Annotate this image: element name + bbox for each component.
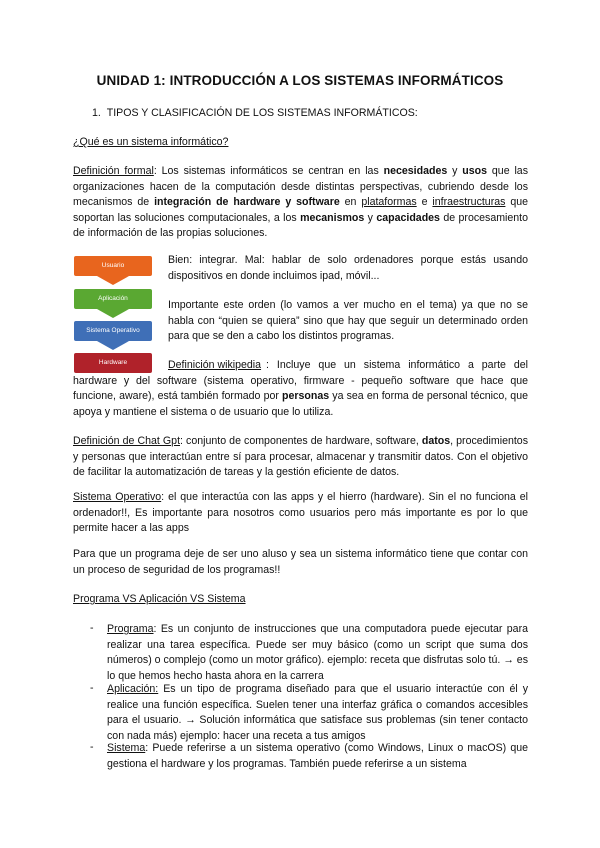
definition-formal: Definición formal: Los sistemas informáticos se centran en las necesidades y usos que las organizaciones hacen de la computación desde distintas perspectivas, cubriendo desde los mecanismos de integración de hardware y software en plataformas e infraestructuras que soportan las soluciones computacionales, a los mecanismos y capacidades de procesamiento de información de las propias soluciones. (73, 165, 529, 240)
list-item-programa: Programa: Es un conjunto de instrucciones que una computadora puede ejecutar para realizar una tarea específica. Puede ser muy básico (como un script que suma dos números) o complejo (como un motor gráfico). ejemplo: receta que disfrutas solo tú. → es lo que hemos hecho hasta ahora en la carrera (107, 623, 528, 682)
list-item-aplicacion: Aplicación: Es un tipo de programa diseñado para que el usuario interactúe con él y realice una función específica. Suelen tener una interfaz gráfica o comandos accesibles para el usuario. → Solución informática que satisface sus problemas (sin tener contacto con nada más) ejemplo: hacer una receta a tus amigos (107, 683, 528, 742)
section-number: 1. (92, 107, 101, 119)
comparison-heading: Programa VS Aplicación VS Sistema (73, 593, 246, 605)
definition-chatgpt-label: Definición de Chat Gpt (73, 435, 181, 447)
bullet-dash: - (90, 741, 94, 753)
section-text: TIPOS Y CLASIFICACIÓN DE LOS SISTEMAS INFORMÁTICOS: (106, 107, 418, 119)
definition-wikipedia: : Incluye que un sistema informático a parte del hardware y del software (sistema operativo, firmware - pequeño software que hace que funcione, aware), está también formado por personas ya sea en forma de personal técnico, que apoya y mantiene el sistema o de usuario que lo utiliza. (73, 359, 529, 418)
programa-paragraph: Para que un programa deje de ser uno aluso y sea un sistema informático tiene que contar con un proceso de seguridad de los programas!! (73, 548, 528, 576)
definition-wikipedia-label: Definición wikipedia (168, 359, 262, 371)
layer-application: Aplicación (74, 289, 152, 309)
page-title: UNIDAD 1: INTRODUCCIÓN A LOS SISTEMAS INFORMÁTICOS (96, 73, 504, 88)
bullet-dash: - (90, 682, 94, 694)
sistema-operativo-paragraph: Sistema Operativo: el que interactúa con las apps y el hierro (hardware). Sin el no funciona el ordenador!!, Es importante para nosotros como usuarios pero más importante es por lo que permite hacer a las apps (73, 491, 529, 535)
arrow-down-icon (97, 309, 129, 318)
layer-operating-system: Sistema Operativo (74, 321, 152, 341)
list-item-sistema: Sistema: Puede referirse a un sistema operativo (como Windows, Linux o macOS) que gestiona el hardware y los programas. También puede referirse a un sistema (107, 742, 528, 770)
section-heading (92, 106, 512, 122)
definition-formal-label: Definición formal (73, 165, 154, 177)
arrow-down-icon (97, 341, 129, 350)
question-heading: ¿Qué es un sistema informático? (73, 136, 229, 148)
bullet-dash: - (90, 622, 94, 634)
note-orden: Importante este orden (lo vamos a ver mucho en el tema) ya que no se habla con “quien se quiera” sino que hay que seguir un determinado orden para que se den a cabo los distintos programas. (168, 299, 528, 343)
definition-chatgpt: Definición de Chat Gpt: conjunto de componentes de hardware, software, datos, procedimientos y personas que interactúan entre sí para procesar, almacenar y transmitir datos. Con el objetivo de facilitar la automatización de tareas y la gestión eficiente de datos. (73, 435, 528, 479)
layer-user: Usuario (74, 256, 152, 276)
sistema-operativo-label: Sistema Operativo (73, 491, 162, 503)
arrow-down-icon (97, 276, 129, 285)
note-integrar: Bien: integrar. Mal: hablar de solo ordenadores porque estás usando dispositivos en donde incluimos ipad, móvil... (168, 254, 528, 282)
layer-hardware: Hardware (74, 353, 152, 373)
